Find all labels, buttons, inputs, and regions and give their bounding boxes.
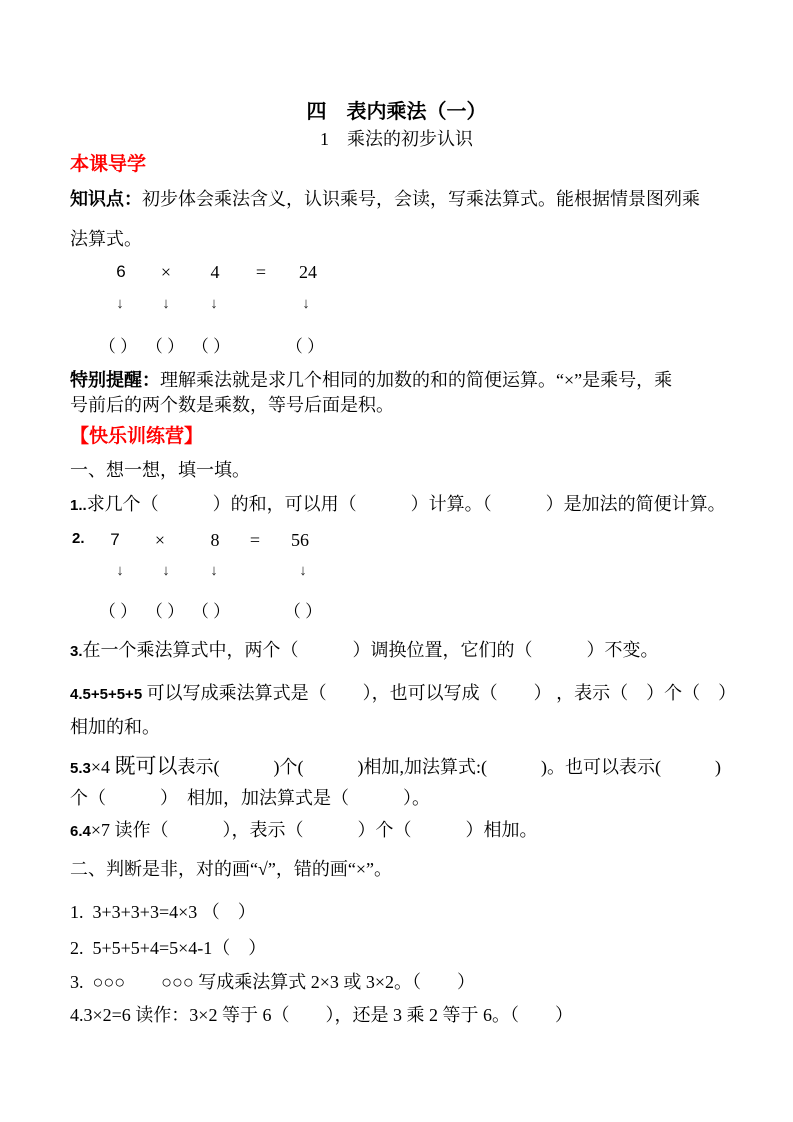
question-number: 1..: [70, 497, 87, 514]
multiply-sign: ×: [160, 262, 172, 282]
question-text: 表示( )个( )相加,加法算式:( )。也可以表示( ): [177, 757, 721, 777]
down-arrow-icon: ↓: [162, 296, 170, 312]
question-4: [70, 682, 736, 705]
question-number: 2.: [72, 530, 85, 547]
multiply-sign: ×: [154, 530, 166, 550]
equation-term: 8: [210, 530, 220, 550]
down-arrow-icon: ↓: [210, 296, 218, 312]
reminder-line1: [70, 369, 672, 392]
question-number: 5.3: [70, 760, 91, 777]
question-6: [70, 819, 538, 842]
item-text: ○○○ ○○○ 写成乘法算式 2×3 或 3×2。（ ）: [83, 972, 476, 992]
equation-1-blanks: [0, 332, 793, 358]
question-text: 读作（ ），表示（ ）个（ ）相加。: [110, 820, 538, 840]
equation-2-arrows: [0, 563, 793, 589]
answer-blank: （ ）: [283, 602, 323, 621]
reminder-text-1: 理解乘法就是求几个相同的加数的和的简便运算。“×”是乘号，乘: [160, 370, 673, 390]
question-operand: ×7: [90, 820, 111, 840]
knowledge-label: 知识点：: [70, 189, 142, 209]
down-arrow-icon: ↓: [116, 296, 124, 312]
item-text: 3+3+3+3=4×3 （ ）: [83, 902, 256, 922]
equation-result: 24: [299, 262, 317, 282]
equation-result: 56: [291, 530, 309, 550]
equation-1-arrows: [0, 296, 793, 322]
page-title: 四 表内乘法（一）: [306, 101, 487, 123]
section1-heading: 一、想一想，填一填。: [70, 460, 250, 480]
question-3: [70, 639, 659, 662]
equation-term: 7: [110, 530, 120, 549]
equation-1-terms: [0, 262, 793, 288]
equation-2-terms: [0, 530, 793, 556]
equals-sign: =: [249, 530, 261, 550]
answer-blank: （ ）: [98, 602, 138, 621]
question-text: 可以写成乘法算式是（ ），也可以写成（ ） ，表示（ ）个（ ）: [142, 683, 737, 703]
guide-heading: 本课导学: [70, 154, 147, 175]
equation-2-blanks: [0, 597, 793, 623]
reminder-text-2: 号前后的两个数是乘数，等号后面是积。: [70, 395, 394, 415]
question-operand: ×4: [90, 757, 115, 777]
knowledge-text-2: 法算式。: [70, 229, 142, 249]
item-number: 1.: [70, 902, 84, 922]
judge-item-4: [70, 1004, 573, 1027]
answer-blank: （ ）: [191, 602, 231, 621]
down-arrow-icon: ↓: [116, 563, 124, 579]
answer-blank: （ ）: [191, 337, 231, 356]
question-5-continued: 个（ ） 相加，加法算式是（ ）。: [70, 788, 430, 808]
reminder-label: 特别提醒：: [70, 370, 160, 390]
question-text: 在一个乘法算式中，两个（ ）调换位置，它们的（ ）不变。: [82, 640, 659, 660]
judge-item-2: [70, 937, 266, 960]
question-number: 4.5+5+5+5: [70, 686, 143, 703]
knowledge-point-line1: [70, 188, 700, 211]
question-number: 3.: [70, 643, 83, 660]
answer-blank: （ ）: [98, 337, 138, 356]
down-arrow-icon: ↓: [299, 563, 307, 579]
down-arrow-icon: ↓: [210, 563, 218, 579]
question-4-continued: 相加的和。: [70, 717, 160, 737]
equation-term: 4: [210, 262, 220, 282]
item-text: 3×2=6 读作：3×2 等于 6（ ），还是 3 乘 2 等于 6。（ ）: [83, 1005, 573, 1025]
judge-item-3: [70, 971, 475, 994]
item-number: 3.: [70, 972, 84, 992]
equals-sign: =: [255, 262, 267, 282]
question-number: 6.4: [70, 823, 91, 840]
item-text: 5+5+5+4=5×4-1（ ）: [83, 938, 267, 958]
item-number: 2.: [70, 938, 84, 958]
answer-blank: （ ）: [285, 337, 325, 356]
answer-blank: （ ）: [145, 337, 185, 356]
question-5: [70, 753, 721, 779]
item-number: 4.: [70, 1005, 84, 1025]
answer-blank: （ ）: [145, 602, 185, 621]
question-1: [70, 493, 726, 516]
down-arrow-icon: ↓: [302, 296, 310, 312]
knowledge-text-1: 初步体会乘法含义，认识乘号，会读，写乘法算式。能根据情景图列乘: [142, 189, 700, 209]
equation-term: 6: [116, 262, 126, 281]
question-text: 求几个（ ）的和，可以用（ ）计算。（ ）是加法的简便计算。: [86, 494, 726, 514]
question-emphasis: 既可以: [114, 754, 178, 778]
judge-item-1: [70, 901, 256, 924]
section2-heading: 二、判断是非，对的画“√”，错的画“×”。: [70, 859, 392, 879]
training-camp-heading: 【快乐训练营】: [70, 426, 204, 447]
page-subtitle: 1 乘法的初步认识: [320, 129, 473, 149]
down-arrow-icon: ↓: [162, 563, 170, 579]
